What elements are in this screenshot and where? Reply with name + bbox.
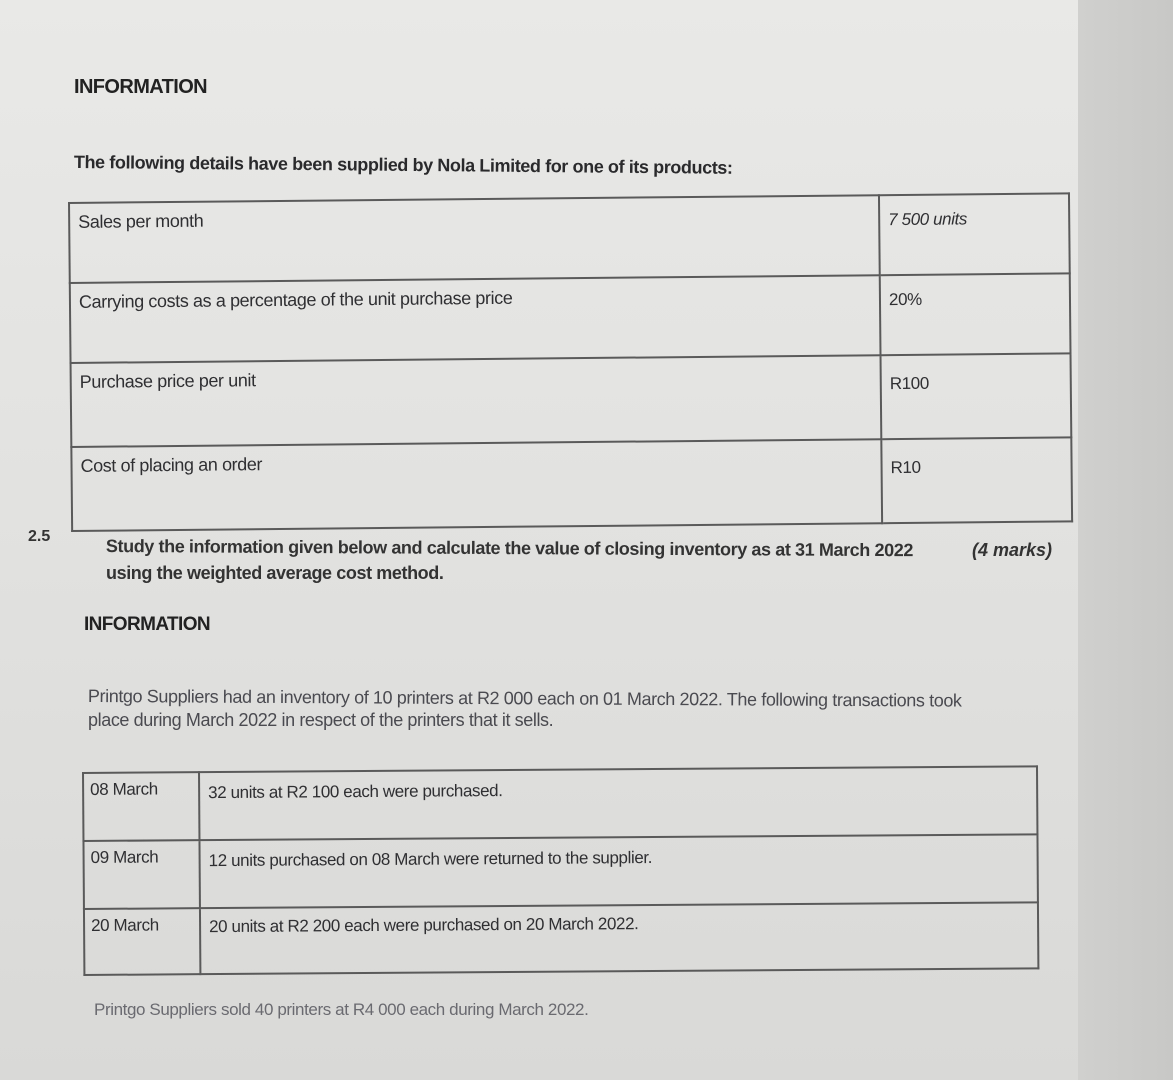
row-value: R10 [881,437,1072,523]
transaction-text: 32 units at R2 100 each were purchased. [199,766,1037,840]
table-row [83,834,1037,909]
transaction-text: 12 units purchased on 08 March were returned to the supplier. [199,834,1037,908]
question-line-2: using the weighted average cost method. [106,563,444,583]
transaction-date: 20 March [84,908,200,975]
table-row [84,902,1038,975]
row-label: Cost of placing an order [71,439,882,531]
row-label: Purchase price per unit [71,355,882,447]
question-number: 2.5 [28,528,51,545]
section2-heading: INFORMATION [84,614,211,635]
transaction-date: 08 March [83,772,199,841]
section2-para-line-2: place during March 2022 in respect of the printers that it sells. [88,710,554,730]
question-marks: (4 marks) [972,540,1053,560]
row-value: 20% [880,273,1071,355]
row-label: Carrying costs as a percentage of the unit purchase price [70,275,881,363]
product-details-table [68,192,1073,532]
section1-heading: INFORMATION [74,76,208,98]
section1-intro: The following details have been supplied by Nola Limited for one of its products: [73,152,733,178]
question-line-1: Study the information given below and calculate the value of closing inventory as at 31 March 2022 [105,536,914,561]
table-row [71,437,1072,531]
transaction-text: 20 units at R2 200 each were purchased on 20 March 2022. [200,902,1038,974]
page-edge-shadow [1078,0,1173,1080]
table-row [70,273,1071,363]
row-value: 7 500 units [879,193,1070,275]
section2-footer: Printgo Suppliers sold 40 printers at R4 000 each during March 2022. [94,1000,589,1019]
transaction-date: 09 March [83,840,199,909]
section2-para-line-1: Printgo Suppliers had an inventory of 10 printers at R2 000 each on 01 March 2022. The following transactions took [87,686,962,711]
transactions-table [82,765,1039,976]
row-label: Sales per month [69,195,880,283]
table-row [69,193,1070,283]
table-row [83,766,1037,841]
table-row [71,353,1072,447]
row-value: R100 [881,353,1072,439]
